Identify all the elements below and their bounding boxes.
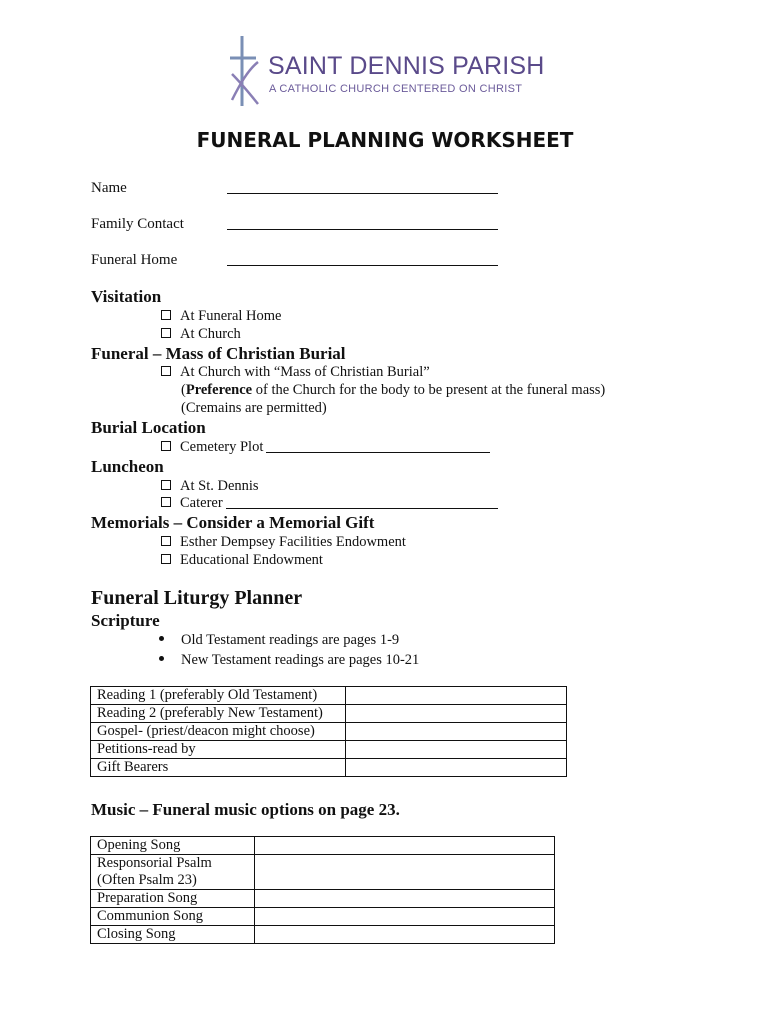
petitions-field[interactable] [345,741,566,759]
preparation-song-field[interactable] [254,890,554,908]
burial-heading: Burial Location [91,418,206,437]
table-row [91,908,555,926]
family-contact-field[interactable] [227,229,498,230]
parish-tagline: A CATHOLIC CHURCH CENTERED ON CHRIST [269,83,523,95]
funeral-home-field[interactable] [227,265,498,266]
visitation-heading: Visitation [91,287,162,306]
liturgy-planner-heading: Funeral Liturgy Planner [91,587,303,609]
music-table [90,836,555,944]
opening-song-field[interactable] [254,837,554,855]
checkbox-icon[interactable] [161,554,171,564]
memorial-option-facilities[interactable]: Esther Dempsey Facilities Endowment [161,533,406,551]
luncheon-option-st-dennis[interactable]: At St. Dennis [161,477,259,495]
funeral-note: (Preference of the Church for the body to be present at the funeral mass) [181,382,606,398]
name-field[interactable] [227,193,498,194]
table-row [91,855,555,890]
page-title: FUNERAL PLANNING WORKSHEET [196,128,574,152]
checkbox-icon[interactable] [161,310,171,320]
gospel-label: Gospel- (priest/deacon might choose) [91,723,346,741]
burial-option-cemetery[interactable]: Cemetery Plot [161,438,490,456]
bullet-new-testament: New Testament readings are pages 10-21 [159,652,419,669]
funeral-option-mass[interactable]: At Church with “Mass of Christian Burial” [161,363,430,381]
table-row [91,687,567,705]
name-label: Name [91,180,127,196]
memorials-heading: Memorials – Consider a Memorial Gift [91,513,375,532]
funeral-home-label: Funeral Home [91,252,178,268]
scripture-table [90,686,567,777]
funeral-heading: Funeral – Mass of Christian Burial [91,344,346,363]
memorial-option-educational[interactable]: Educational Endowment [161,551,323,569]
family-contact-label: Family Contact [91,216,184,232]
table-row [91,705,567,723]
luncheon-heading: Luncheon [91,457,164,476]
checkbox-icon[interactable] [161,497,171,507]
responsorial-psalm-label: Responsorial Psalm (Often Psalm 23) [91,855,255,890]
petitions-label: Petitions-read by [91,741,346,759]
checkbox-icon[interactable] [161,536,171,546]
reading-2-label: Reading 2 (preferably New Testament) [91,705,346,723]
gift-bearers-label: Gift Bearers [91,759,346,777]
visitation-option-funeral-home[interactable]: At Funeral Home [161,307,281,325]
gift-bearers-field[interactable] [345,759,566,777]
responsorial-psalm-field[interactable] [254,855,554,890]
reading-1-label: Reading 1 (preferably Old Testament) [91,687,346,705]
table-row [91,890,555,908]
reading-1-field[interactable] [345,687,566,705]
table-row [91,741,567,759]
visitation-option-church[interactable]: At Church [161,325,241,343]
table-row [91,759,567,777]
cemetery-plot-field[interactable] [266,440,490,453]
parish-name: SAINT DENNIS PARISH [268,52,545,80]
opening-song-label: Opening Song [91,837,255,855]
checkbox-icon[interactable] [161,366,171,376]
luncheon-option-caterer[interactable]: Caterer [161,494,498,512]
closing-song-field[interactable] [254,926,554,944]
table-row [91,837,555,855]
communion-song-label: Communion Song [91,908,255,926]
table-row [91,723,567,741]
checkbox-icon[interactable] [161,328,171,338]
table-row [91,926,555,944]
reading-2-field[interactable] [345,705,566,723]
communion-song-field[interactable] [254,908,554,926]
checkbox-icon[interactable] [161,441,171,451]
gospel-field[interactable] [345,723,566,741]
closing-song-label: Closing Song [91,926,255,944]
caterer-field[interactable] [226,496,498,509]
funeral-note-cremains: (Cremains are permitted) [181,400,327,416]
preparation-song-label: Preparation Song [91,890,255,908]
scripture-heading: Scripture [91,611,160,630]
music-heading: Music – Funeral music options on page 23. [91,800,400,819]
cross-fish-icon [228,34,268,108]
checkbox-icon[interactable] [161,480,171,490]
bullet-old-testament: Old Testament readings are pages 1-9 [159,632,399,649]
